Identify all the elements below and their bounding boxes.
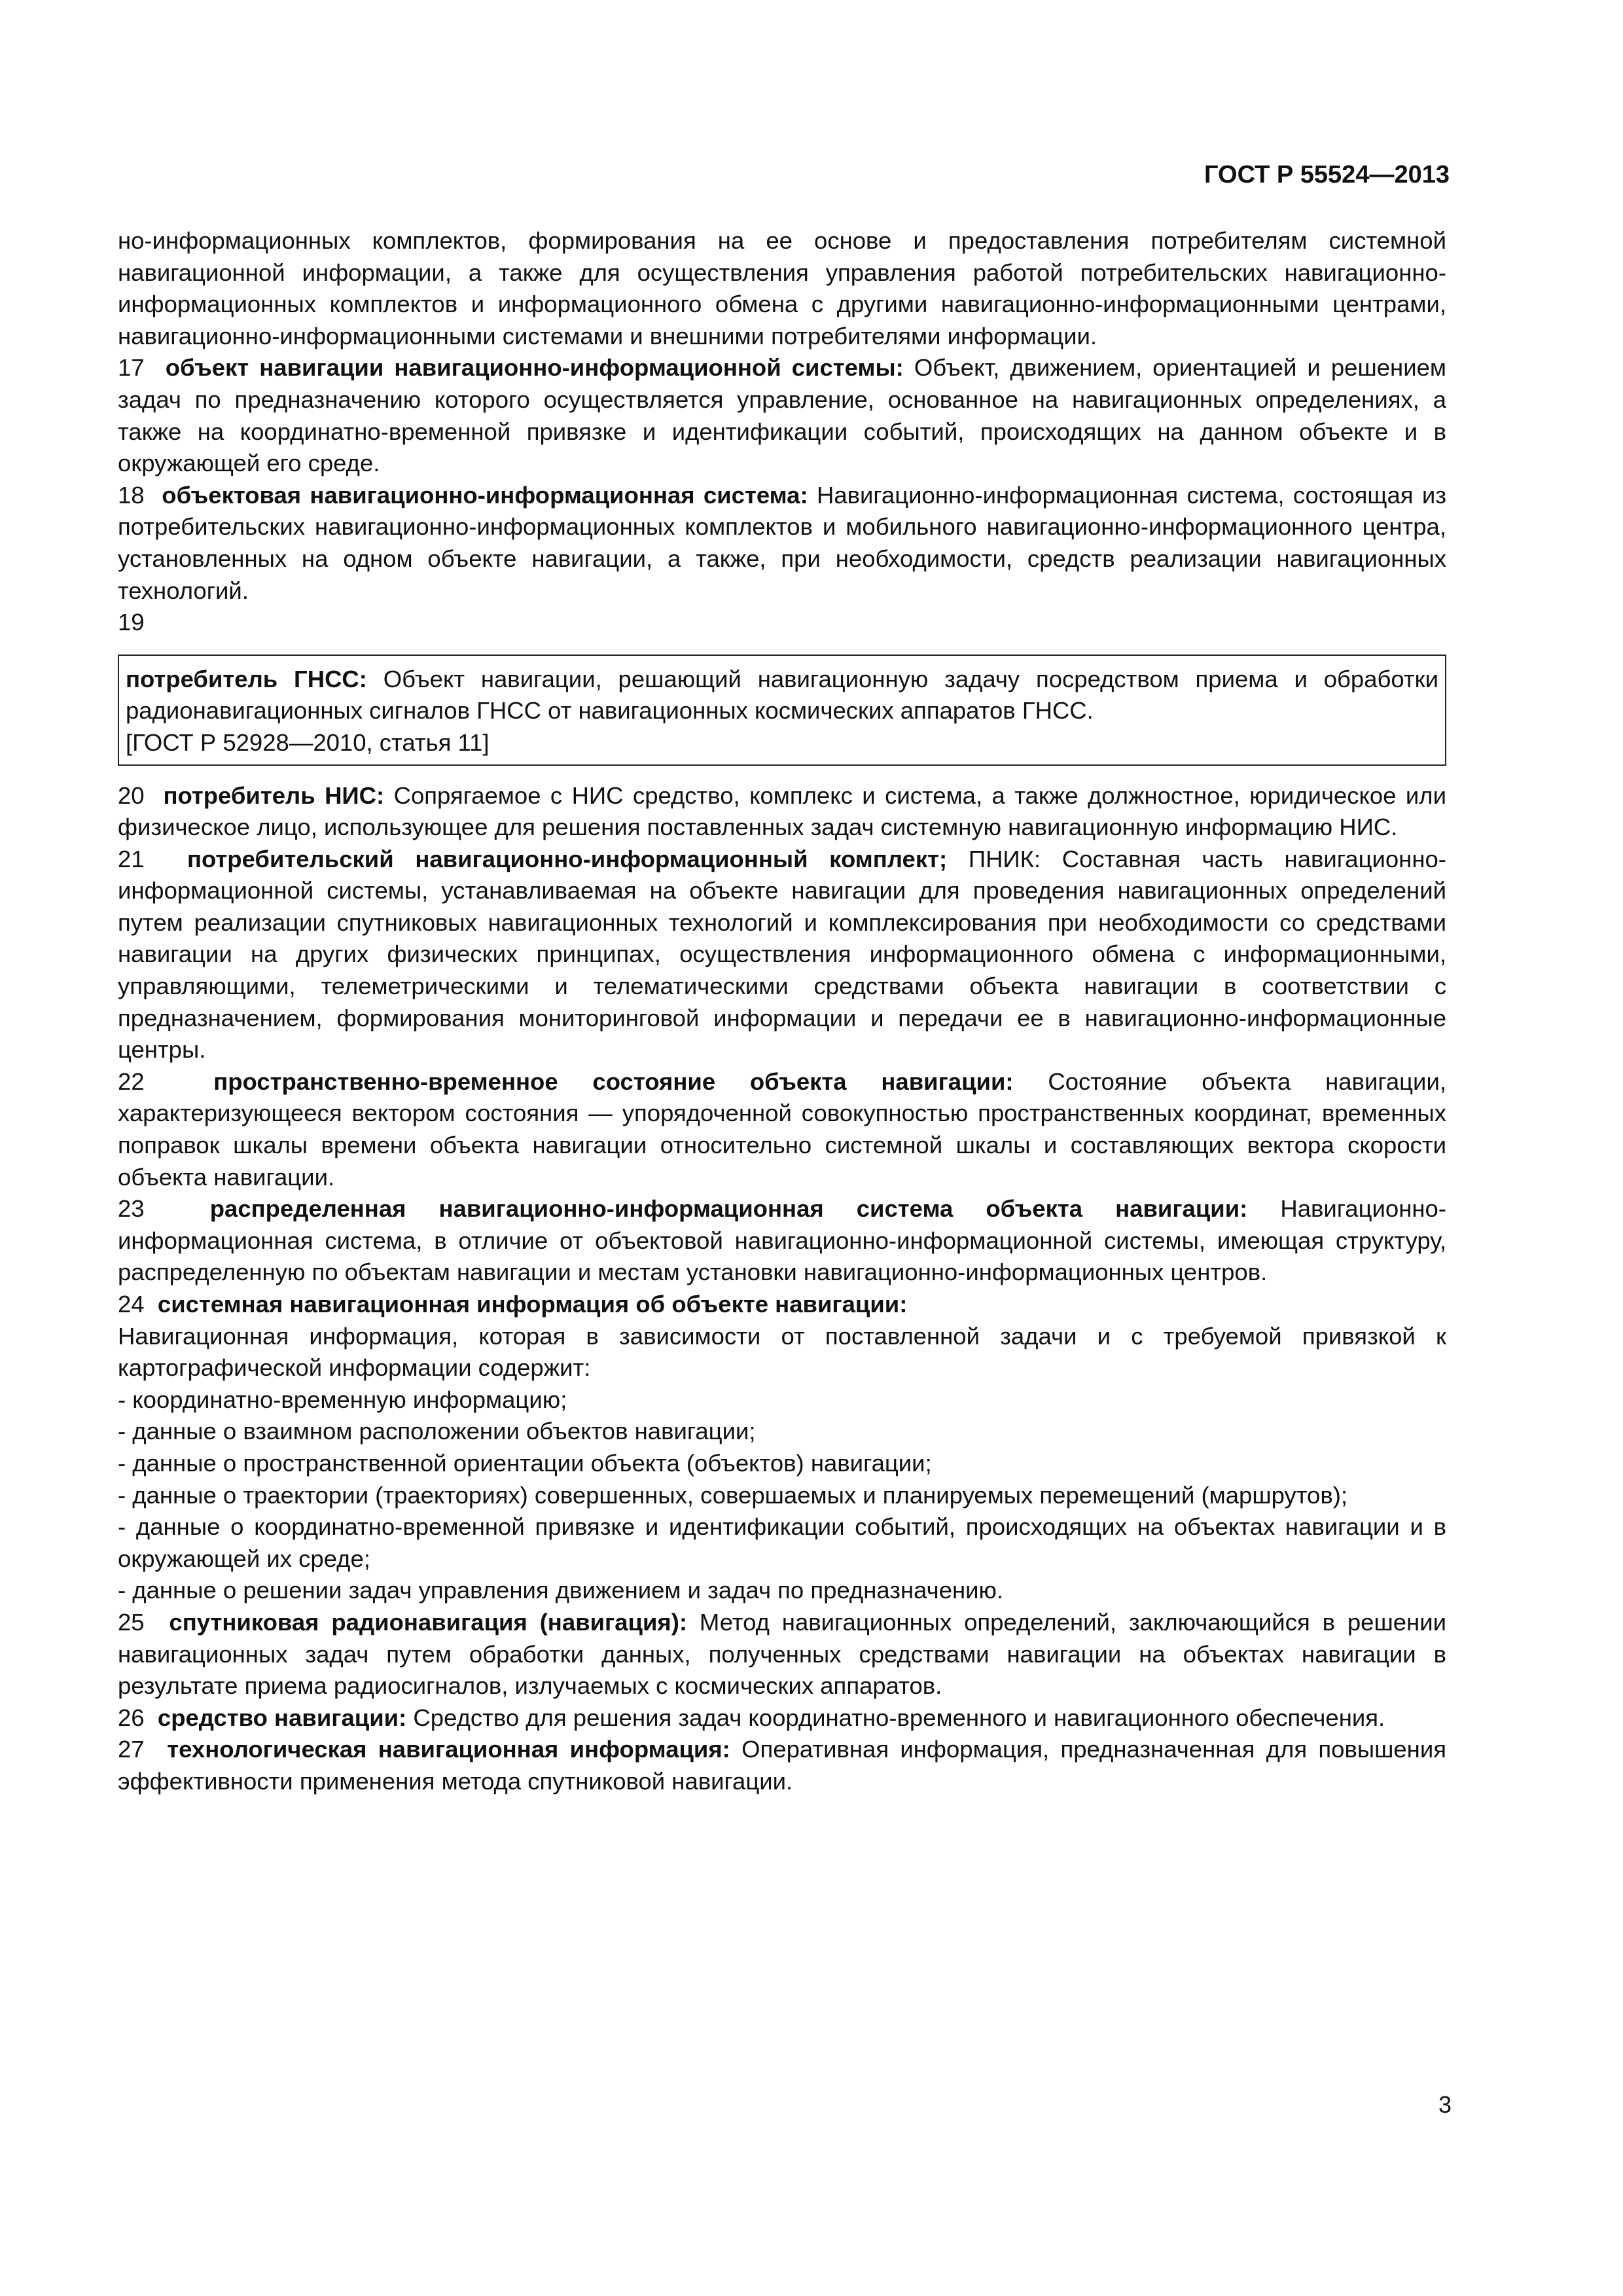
term-entry-22 [118, 1066, 1446, 1193]
term-name: спутниковая радионавигация (навигация): [169, 1608, 688, 1636]
term-entry-24 [118, 1289, 1446, 1321]
document-body [118, 225, 1446, 1798]
term-entry-23 [118, 1193, 1446, 1289]
term-definition: Средство для решения задач координатно-временного и навигационного обеспечения. [413, 1704, 1385, 1731]
entry-number: 18 [118, 481, 145, 509]
term-name: потребитель ГНСС: [126, 665, 367, 692]
term-entry-26 [118, 1702, 1446, 1734]
term-entry-19-box [118, 655, 1446, 766]
list-item: - данные о решении задач управления движением и задач по предназначению. [118, 1577, 1004, 1604]
term-name: потребитель НИС: [163, 781, 385, 809]
term-name: системная навигационная информация об объекте навигации: [157, 1291, 908, 1318]
term-entry-17 [118, 352, 1446, 479]
term-entry-19 [126, 664, 1438, 727]
term-definition: Составная часть навигационно-информационной системы, устанавливаемая на объекте навигации для проведения навигационных определений путем реализации спутниковых навигационных технологий и комплексирования при необходимости со средствами навигации на других физических принципах, осуществления информационного обмена с информационными, управляющими, телеметрическими и телематическими средствами объекта навигации в соответствии с предназначением, формирования мониторинговой информации и передачи ее в навигационно-информационные центры. [118, 845, 1446, 1064]
term-name: распределенная навигационно-информационная система объекта навигации: [209, 1195, 1248, 1223]
term-definition: Оперативная информация, предназначенная для повышения эффективности применения метода спутниковой навигации. [118, 1736, 1446, 1795]
term-abbreviation: ПНИК: [968, 845, 1041, 872]
document-code-header: ГОСТ Р 55524—2013 [1204, 161, 1450, 188]
entry-number: 27 [118, 1736, 145, 1763]
term-definition: Состояние объекта навигации, характеризующееся вектором состояния — упорядоченной совокупностью пространственных координат, временных поправок шкалы времени объекта навигации относительно системной шкалы и составляющих вектора скорости объекта навигации. [118, 1067, 1446, 1191]
entry-number: 25 [118, 1608, 145, 1636]
term-name: объектовая навигационно-информационная система: [162, 481, 808, 509]
term-entry-21 [118, 844, 1446, 1066]
entry-number: 21 [118, 845, 145, 872]
entry-number: 23 [118, 1195, 145, 1223]
term-entry-20 [118, 780, 1446, 844]
list-item: - данные о пространственной ориентации объекта (объектов) навигации; [118, 1449, 932, 1477]
term-entry-19-number: 19 [118, 609, 145, 636]
entry-number: 24 [118, 1291, 145, 1318]
entry-number: 22 [118, 1067, 145, 1095]
entry-number: 26 [118, 1704, 145, 1731]
term-name: средство навигации: [157, 1704, 407, 1731]
list-item: - данные о траектории (траекториях) совершенных, совершаемых и планируемых перемещений (маршрутов); [118, 1481, 1348, 1509]
term-definition: Навигационно-информационная система, состоящая из потребительских навигационно-информационных комплектов и мобильного навигационно-информационного центра, установленных на одном объекте навигации, а также, при необходимости, средств реализации навигационных технологий. [118, 481, 1446, 604]
term-name: объект навигации навигационно-информационной системы: [165, 354, 904, 382]
term-source-reference: [ГОСТ Р 52928—2010, статья 11] [126, 728, 490, 756]
term-name: потребительский навигационно-информационный комплект; [187, 845, 948, 872]
entry-number: 17 [118, 354, 145, 382]
entry-number: 20 [118, 781, 145, 809]
term-entry-18 [118, 480, 1446, 607]
term-definition: Объект, движением, ориентацией и решением задач по предназначению которого осуществляется управление, основанное на навигационных определениях, а также на координатно-временной привязке и идентификации событий, происходящих на данном объекте и в окружающей его среде. [118, 354, 1446, 477]
page-number: 3 [1438, 2091, 1452, 2118]
term-entry-27 [118, 1734, 1446, 1797]
term-definition: Метод навигационных определений, заключающийся в решении навигационных задач путем обработки данных, полученных средствами навигации на объектах навигации в результате приема радиосигналов, излучаемых с космических аппаратов. [118, 1608, 1446, 1700]
term-definition: Объект навигации, решающий навигационную задачу посредством приема и обработки радионавигационных сигналов ГНСС от навигационных космических аппаратов ГНСС. [126, 665, 1438, 725]
term-definition: Сопрягаемое с НИС средство, комплекс и система, а также должностное, юридическое или физическое лицо, использующее для решения поставленных задач системную навигационную информацию НИС. [118, 781, 1446, 841]
list-item: - данные о взаимном расположении объектов навигации; [118, 1418, 756, 1445]
list-item: - координатно-временную информацию; [118, 1386, 567, 1413]
term-name: технологическая навигационная информация: [167, 1736, 730, 1763]
term-name: пространственно-временное состояние объекта навигации: [213, 1067, 1014, 1095]
term-entry-25 [118, 1607, 1446, 1702]
term-definition: Навигационно-информационная система, в отличие от объектовой навигационно-информационной системы, имеющая структуру, распределенную по объектам навигации и местам установки навигационно-информационных центров. [118, 1195, 1446, 1286]
term-definition: Навигационная информация, которая в зависимости от поставленной задачи и с требуемой привязкой к картографической информации содержит: [118, 1322, 1446, 1382]
continuation-paragraph: но-информационных комплектов, формирования на ее основе и предоставления потребителям системной навигационной информации, а также для осуществления управления работой потребительских навигационно-информационных комплектов и информационного обмена с другими навигационно-информационными центрами, навигационно-информационными системами и внешними потребителями информации. [118, 227, 1446, 350]
list-item: - данные о координатно-временной привязке и идентификации событий, происходящих на объектах навигации и в окружающей их среде; [118, 1513, 1446, 1572]
